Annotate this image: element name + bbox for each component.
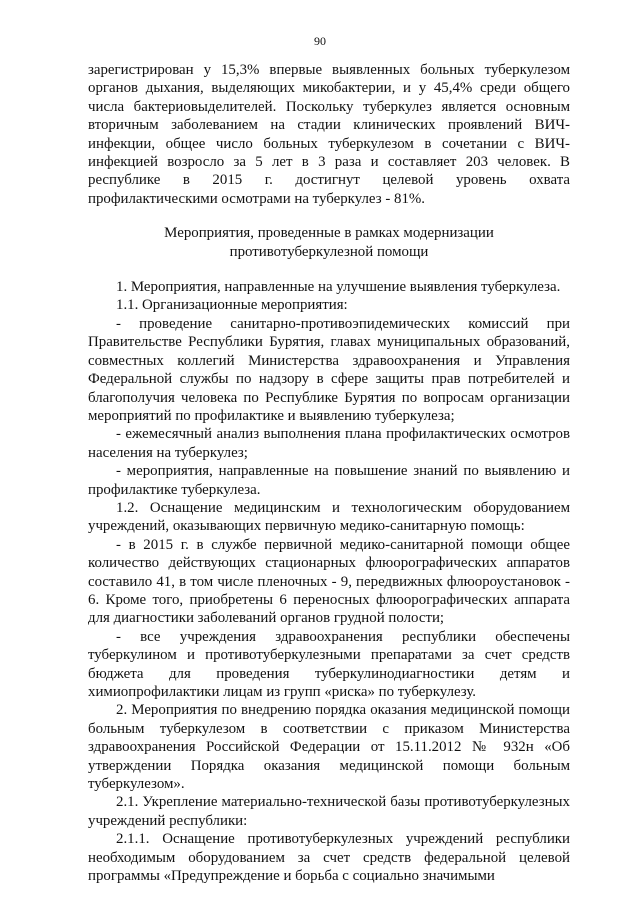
list-item-2-1-1: 2.1.1. Оснащение противотуберкулезных учреждений республики необходимым оборудованием за счет средств федеральной целевой программы «Предупреждение и борьба с социально значимыми [88,831,570,885]
bullet-tuberculin: - все учреждения здравоохранения республики обеспечены туберкулином и противотуберкулезными препаратами за счет средств бюджета для проведения туберкулинодиагностики детям и химиопрофилактики лицам из групп «риска» по туберкулезу. [88,628,570,700]
list-item-1-2: 1.2. Оснащение медицинским и технологическим оборудованием учреждений, оказывающих первичную медико-санитарную помощь: [88,499,570,535]
list-item-1: 1. Мероприятия, направленные на улучшение выявления туберкулеза. [116,279,561,296]
paragraph-intro: зарегистрирован у 15,3% впервые выявленных больных туберкулезом органов дыхания, выделяющих микобактерии, и у 45,4% среди общего числа бактериовыделителей. Поскольку туберкулез является основным вторичным заболеванием на стадии клинических проявлений ВИЧ-инфекции, общее число больных туберкулезом в сочетании с ВИЧ-инфекцией возросло за 5 лет в 3 раза и составляет 203 человек. В республике в 2015 г. достигнут целевой уровень охвата профилактическими осмотрами на туберкулез - 81%. [88,62,570,207]
list-item-2-1: 2.1. Укрепление материально-технической базы противотуберкулезных учреждений республики: [88,794,570,829]
bullet-commissions: - проведение санитарно-противоэпидемических комиссий при Правительстве Республики Бурятия, главах муниципальных образований, совместных коллегий Министерства здравоохранения и Управления Федеральной службы по надзору в сфере защиты прав потребителей и благополучия человека по Республике Бурятия по вопросам организации мероприятий по профилактике и выявлению туберкулеза; [88,315,570,424]
bullet-knowledge: - мероприятия, направленные на повышение знаний по выявлению и профилактике туберкулеза. [88,463,570,498]
bullet-fluorography: - в 2015 г. в службе первичной медико-санитарной помощи общее количество действующих стационарных флюорографических аппаратов составило 41, в том числе пленочных - 9, передвижных флюороустановок - 6. Кроме того, приобретены 6 переносных флюорографических аппарата для диагностики заболеваний органов грудной полости; [88,536,570,627]
section-heading-line-2: противотуберкулезной помощи [229,243,429,260]
page-number: 90 [314,34,326,48]
list-item-1-1: 1.1. Организационные мероприятия: [116,297,348,314]
section-heading [88,224,570,261]
bullet-monthly-analysis: - ежемесячный анализ выполнения плана профилактических осмотров населения на туберкулез; [88,426,570,461]
section-heading-line-1: Мероприятия, проведенные в рамках модернизации [164,225,494,242]
document-body [88,61,570,885]
list-item-2: 2. Мероприятия по внедрению порядка оказания медицинской помощи больным туберкулезом в соответствии с приказом Министерства здравоохранения Российской Федерации от 15.11.2012 № 932н «Об утверждении Порядка оказания медицинской помощи больным туберкулезом». [88,702,570,793]
